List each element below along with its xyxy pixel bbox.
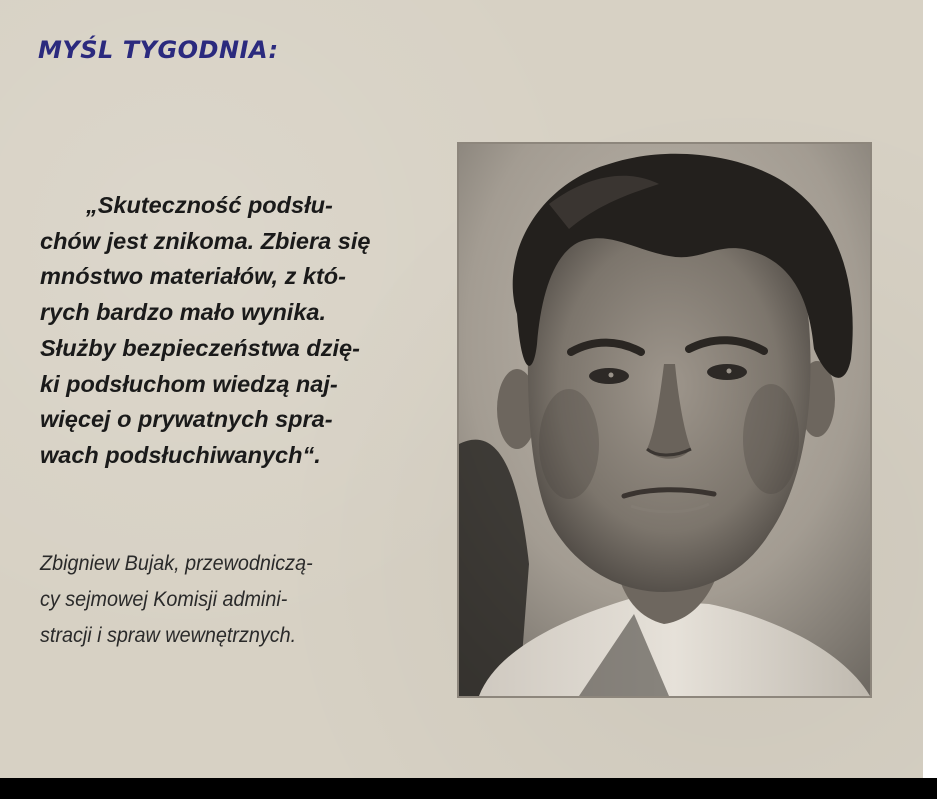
quote-line: więcej o prywatnych spra- (40, 406, 333, 433)
quote-attribution (40, 545, 425, 653)
quote-line: chów jest znikoma. Zbiera się (40, 227, 371, 254)
quote-line: ki podsłuchom wiedzą naj- (40, 370, 338, 397)
attribution-line: cy sejmowej Komisji admini- (40, 587, 288, 611)
quote-line: wach podsłuchiwanych“. (40, 441, 321, 468)
portrait-photo (457, 142, 872, 698)
portrait-illustration (459, 144, 870, 696)
quote-line: Służby bezpieczeństwa dzię- (40, 334, 360, 361)
quote-line: „Skuteczność podsłu- (86, 192, 333, 218)
section-heading: MYŚL TYGODNIA: (38, 36, 279, 64)
bottom-border (0, 778, 937, 799)
attribution-line: Zbigniew Bujak, przewodniczą- (40, 551, 313, 575)
quote-text (40, 188, 425, 474)
attribution-line: stracji i spraw wewnętrznych. (40, 623, 297, 647)
quote-line: mnóstwo materiałów, z któ- (40, 263, 346, 290)
quote-line: rych bardzo mało wynika. (40, 299, 327, 326)
